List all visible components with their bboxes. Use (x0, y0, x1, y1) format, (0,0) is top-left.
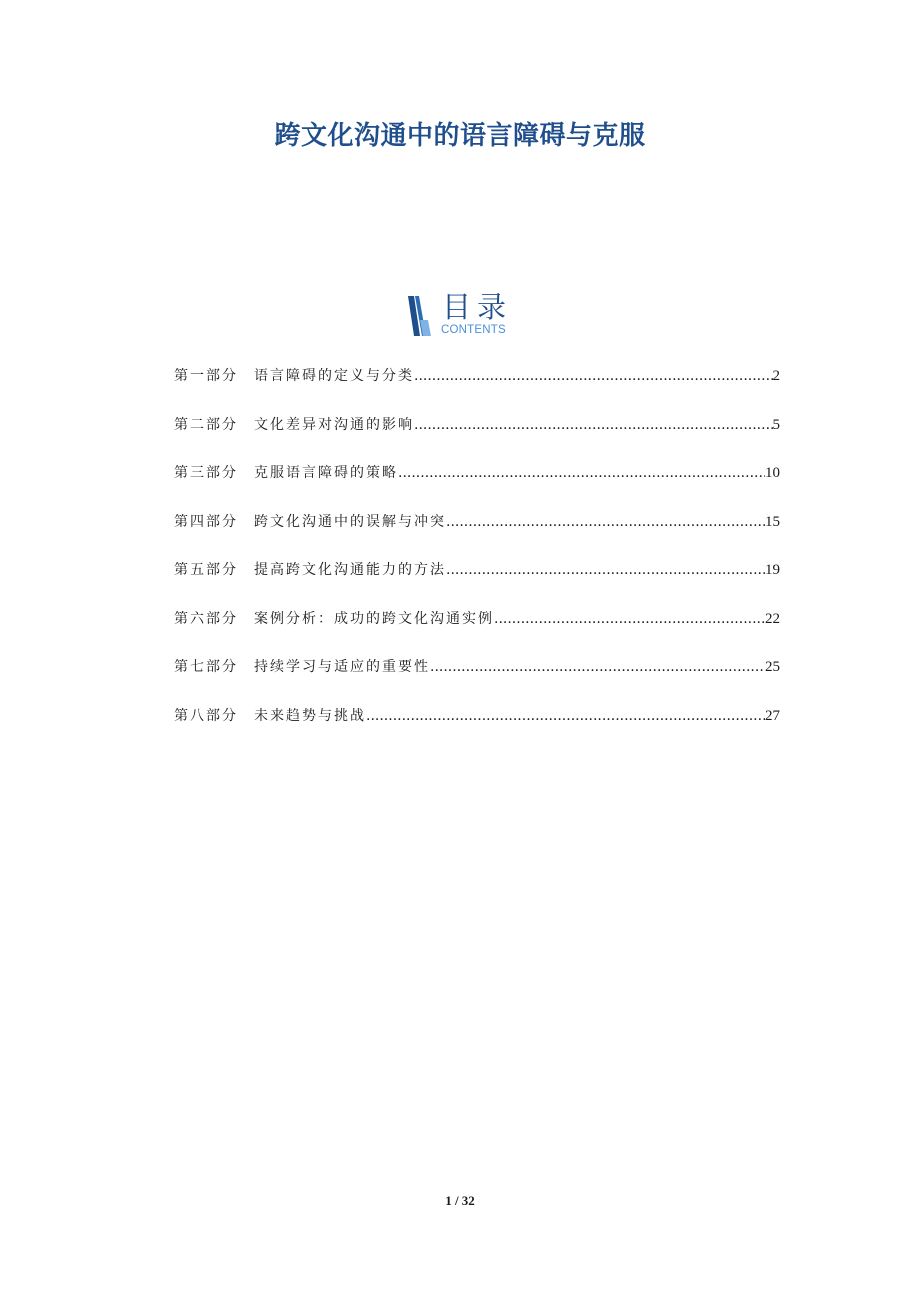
toc-entry-title: 克服语言障碍的策略 (254, 465, 398, 481)
toc-subheading: CONTENTS (441, 324, 506, 336)
page-indicator: 1 / 32 (445, 1193, 475, 1208)
toc-entry[interactable] (174, 364, 780, 413)
toc-entry-part: 第三部分 (174, 465, 238, 481)
toc-entry-title: 跨文化沟通中的误解与冲突 (254, 513, 446, 530)
toc-entry-title: 语言障碍的定义与分类 (254, 368, 414, 384)
document-title: 跨文化沟通中的语言障碍与克服 (274, 121, 646, 151)
toc-entry-leader (366, 704, 765, 728)
toc-entry-leader (414, 413, 773, 437)
toc-entry-page: 2 (772, 368, 780, 384)
toc-entry-leader (446, 558, 765, 582)
toc-entry-leader (494, 607, 765, 631)
toc-entry[interactable] (174, 461, 780, 510)
toc-entry-page: 15 (765, 513, 780, 530)
toc-header (406, 290, 526, 340)
toc-entry-page: 22 (765, 610, 780, 627)
toc-entry-page: 27 (765, 707, 780, 724)
toc-entry-title: 持续学习与适应的重要性 (254, 659, 430, 675)
toc-entry-part: 第八部分 (174, 707, 238, 724)
toc-entry-part: 第六部分 (174, 610, 238, 627)
toc-entry-title: 提高跨文化沟通能力的方法 (254, 562, 446, 578)
toc-entry[interactable] (174, 413, 780, 462)
toc-entry-page: 19 (765, 562, 780, 578)
toc-entry-leader (398, 461, 765, 485)
toc-entry-part: 第四部分 (174, 513, 238, 530)
toc-entry-part: 第七部分 (174, 659, 238, 675)
toc-entry-leader (430, 655, 765, 679)
toc-entry-part: 第五部分 (174, 562, 238, 578)
toc-entry-page: 10 (765, 465, 780, 481)
toc-entry-page: 5 (772, 416, 780, 433)
toc-entry-title: 文化差异对沟通的影响 (254, 416, 414, 433)
toc-logo-icon (406, 294, 434, 338)
toc-entry[interactable] (174, 607, 780, 656)
toc-entry-leader (414, 364, 773, 388)
toc-entry-leader (446, 510, 765, 534)
toc-entry[interactable] (174, 655, 780, 704)
toc-entry[interactable] (174, 558, 780, 607)
toc-entry-title: 案例分析：成功的跨文化沟通实例 (254, 610, 494, 627)
toc-entry[interactable] (174, 704, 780, 753)
toc-heading: 目录 (442, 290, 513, 324)
toc-entry-page: 25 (765, 659, 780, 675)
toc-entry-part: 第一部分 (174, 368, 238, 384)
toc-entry[interactable] (174, 510, 780, 559)
toc-entry-title: 未来趋势与挑战 (254, 707, 366, 724)
toc-list (174, 364, 780, 752)
toc-entry-part: 第二部分 (174, 416, 238, 433)
